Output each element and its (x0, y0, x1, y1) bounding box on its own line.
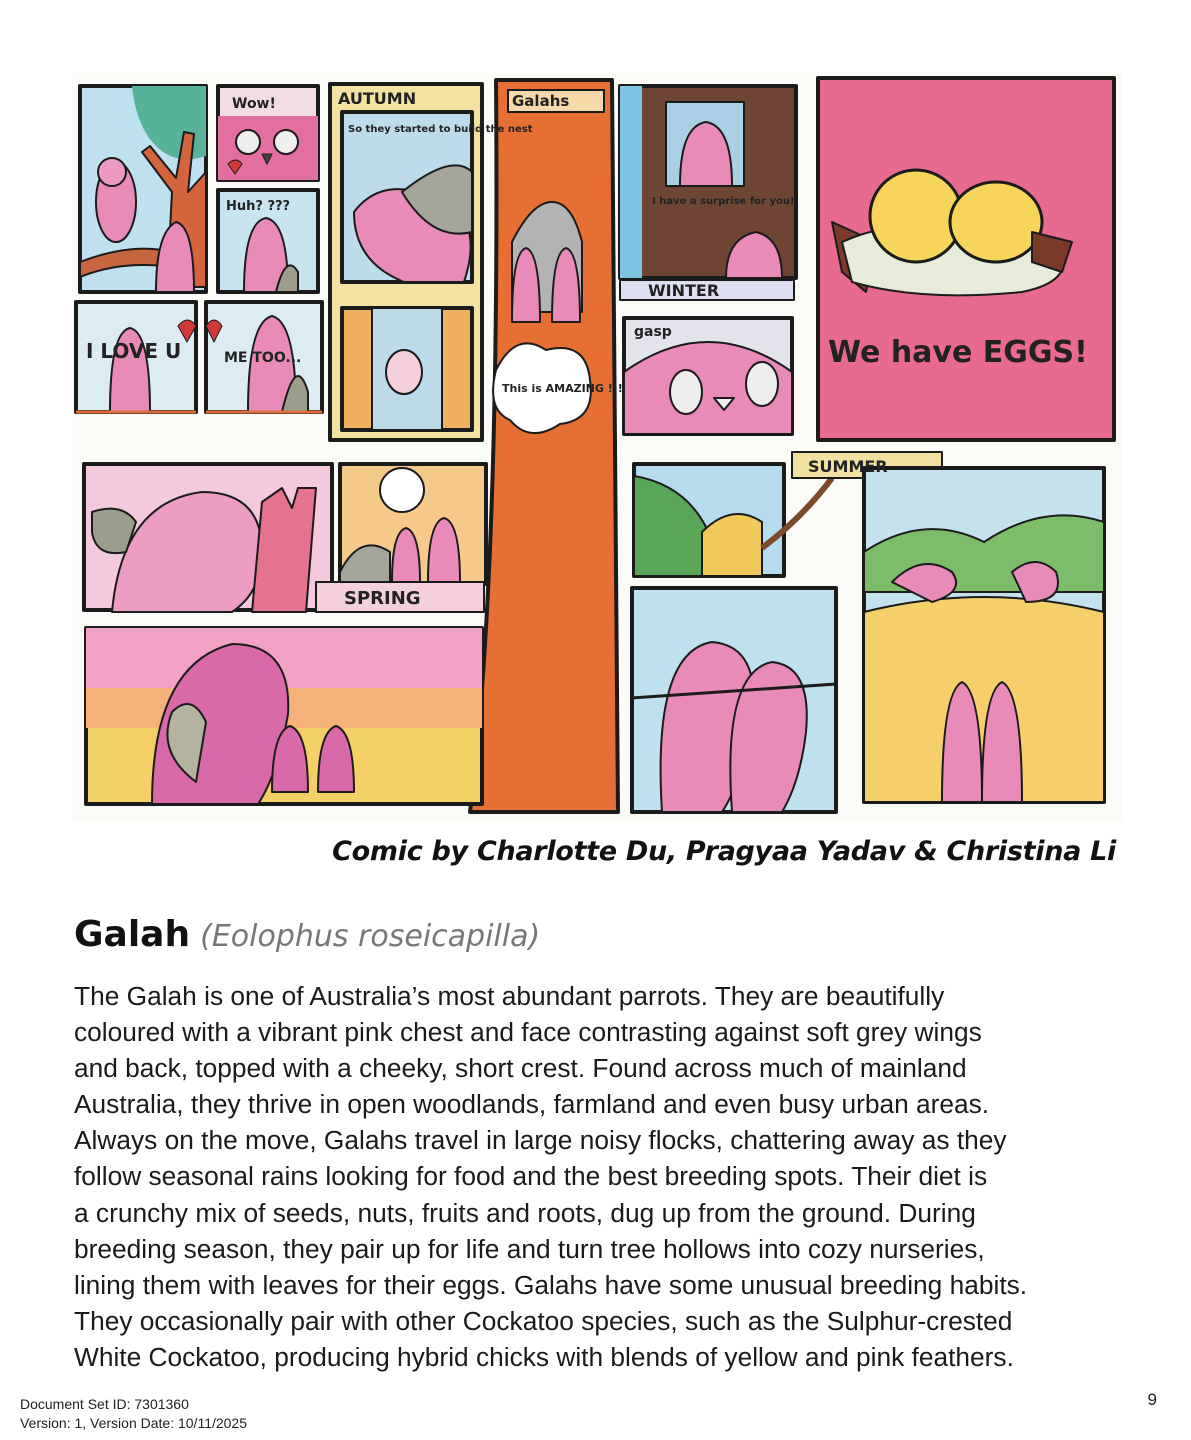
description-line: coloured with a vibrant pink chest and face contrasting against soft grey wings (74, 1017, 982, 1048)
species-scientific-name: (Eolophus roseicapilla) (200, 919, 541, 954)
comic-label-summer: SUMMER (808, 457, 888, 476)
species-description (74, 978, 1134, 1375)
comic-illustration (72, 72, 1122, 822)
comic-bubble-i-love-u: I LOVE U (86, 339, 182, 363)
comic-bubble-wow: Wow! (232, 96, 276, 112)
description-line: follow seasonal rains looking for food and the best breeding spots. Their diet is (74, 1161, 988, 1192)
description-line: breeding season, they pair up for life and turn tree hollows into cozy nurseries, (74, 1233, 985, 1264)
description-line: a crunchy mix of seeds, nuts, fruits and roots, dug up from the ground. During (74, 1197, 976, 1228)
species-heading (74, 914, 540, 955)
comic-label-winter: WINTER (648, 281, 720, 300)
comic-label-galahs: Galahs (512, 92, 570, 110)
species-name: Galah (74, 914, 191, 955)
description-line: lining them with leaves for their eggs. Galahs have some unusual breeding habits. (74, 1269, 1028, 1300)
page-number: 9 (1147, 1390, 1157, 1409)
comic-strip (72, 72, 1122, 822)
description-line: The Galah is one of Australia’s most abundant parrots. They are beautifully (74, 981, 945, 1011)
comic-bubble-amazing: This is AMAZING !!! (502, 382, 623, 395)
comic-label-spring: SPRING (344, 588, 421, 609)
comic-caption-nest: So they started to build the nest (348, 124, 533, 135)
panel-eggs (818, 78, 1114, 440)
panel-galah-close-up (84, 464, 332, 612)
document-footer (20, 1395, 247, 1433)
comic-bubble-surprise: I have a surprise for you! (652, 196, 795, 207)
comic-bubble-me-too: ME TOO... (224, 350, 302, 366)
document-set-id: Document Set ID: 7301360 (20, 1396, 189, 1412)
comic-caption-eggs: We have EGGS! (828, 335, 1088, 370)
description-line: White Cockatoo, producing hybrid chicks with blends of yellow and pink feathers. (74, 1341, 1014, 1372)
panel-summer-hills (864, 468, 1104, 802)
comic-bubble-huh: Huh? ??? (226, 199, 291, 214)
comic-credit: Comic by Charlotte Du, Pragyaa Yadav & Christina Li (332, 836, 1116, 867)
description-line: Australia, they thrive in open woodlands, farmland and even busy urban areas. (74, 1089, 990, 1120)
description-line: They occasionally pair with other Cockatoo species, such as the Sulphur-crested (74, 1305, 1013, 1336)
panel-galahs-in-tree (80, 86, 206, 292)
document-version: Version: 1, Version Date: 10/11/2025 (20, 1415, 248, 1431)
description-line: Always on the move, Galahs travel in large noisy flocks, chattering away as they (74, 1125, 1007, 1156)
panel-singing-galahs (632, 588, 836, 812)
panel-galahs-tree-trunk (470, 80, 618, 812)
panel-winter-surprise (620, 86, 796, 300)
panel-sunset-family (86, 628, 482, 804)
panel-autumn-nest (330, 84, 482, 440)
comic-label-autumn: AUTUMN (338, 89, 417, 108)
description-line: and back, topped with a cheeky, short crest. Found across much of mainland (74, 1053, 967, 1084)
comic-caption-gasp: gasp (634, 324, 672, 340)
